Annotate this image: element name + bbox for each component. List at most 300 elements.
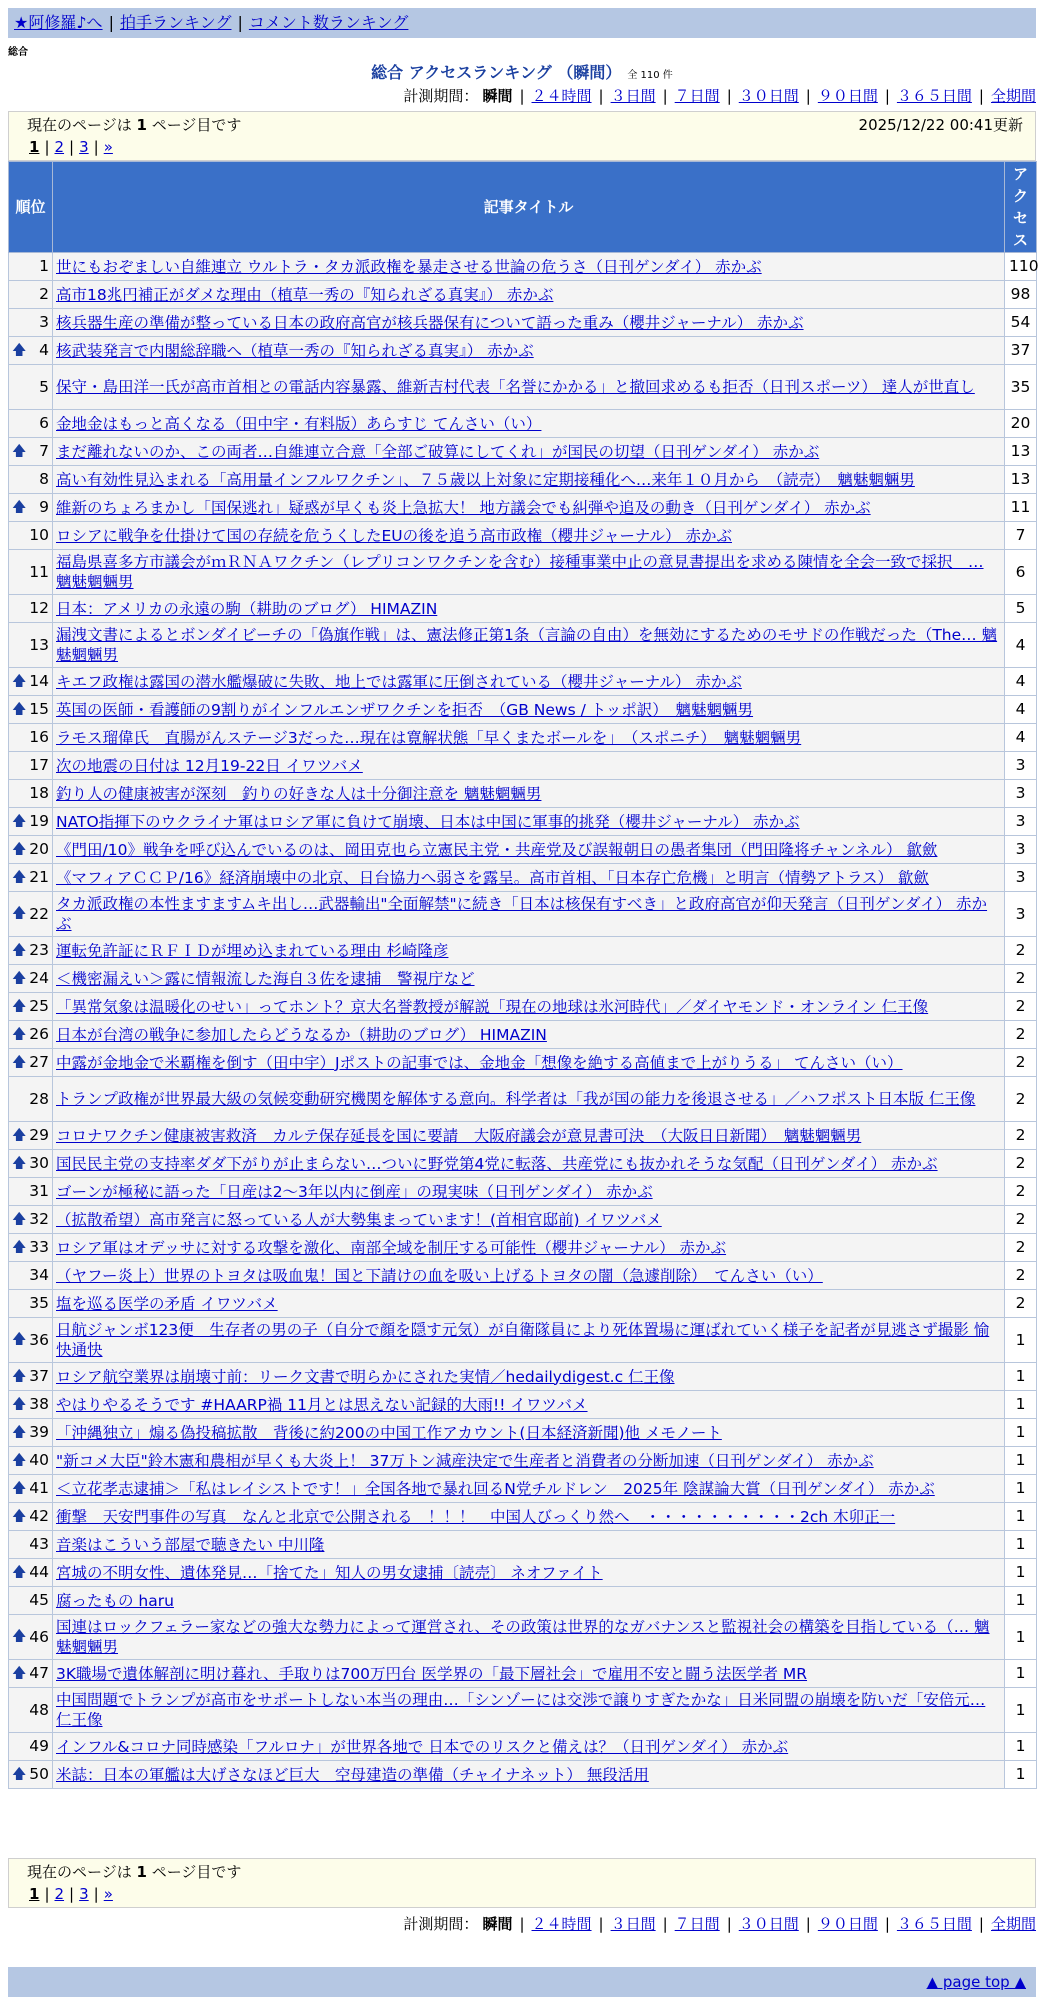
rank-number: 33 [29,1238,49,1257]
article-link[interactable]: 高市18兆円補正がダメな理由（植草一秀の『知られざる真実』） 赤かぶ [56,285,554,304]
title-cell [53,752,1005,780]
current-page-number: 1 [136,1863,147,1881]
article-link[interactable]: 米誌：日本の軍艦は大げさなほど巨大 空母建造の準備（チャイナネット） 無段活用 [56,1765,649,1784]
article-link[interactable]: （拡散希望）高市発言に怒っている人が大勢集まっています！(首相官邸前) イワツバメ [56,1210,662,1229]
rank-number: 35 [29,1294,49,1313]
access-count: 3 [1005,892,1037,937]
rank-number: 18 [29,784,49,803]
access-column-header: アクセス [1005,162,1037,253]
rank-cell [9,1234,53,1262]
rank-number: 14 [29,672,49,691]
top-navigation-bar [8,8,1036,38]
rank-cell [9,1049,53,1077]
period-label: 計測期間： [403,1915,479,1933]
title-cell [53,365,1005,410]
title-cell [53,410,1005,438]
table-row [9,309,1037,337]
period-separator: | [805,87,811,105]
article-link[interactable]: 釣り人の健康被害が深刻 釣りの好きな人は十分御注意を 魑魅魍魎男 [56,784,542,803]
article-link[interactable]: 運転免許証にＲＦＩＤが埋め込まれている理由 杉崎隆彦 [56,941,449,960]
article-link[interactable]: 英国の医師・看護師の9割りがインフルエンザワクチンを拒否 （GB News / トッポ訳） 魑魅魍魎男 [56,700,754,719]
title-cell [53,1363,1005,1391]
clap-ranking-link[interactable]: 拍手ランキング [119,13,232,32]
title-cell [53,1660,1005,1688]
page-top-link[interactable]: ▲ page top ▲ [926,1973,1026,1991]
access-count: 1 [1005,1660,1037,1688]
rank-up-arrow-icon: 🡅 [12,998,27,1015]
rank-cell [9,752,53,780]
article-link[interactable]: ラモス瑠偉氏 直腸がんステージ3だった…現在は寛解状態「早くまたボールを」 （スポニチ） 魑魅魍魎男 [56,728,802,747]
article-link[interactable]: 《マフィアＣＣＰ/16》経済崩壊中の北京、日台協力へ弱さを露呈。高市首相、「日本存亡危機」と明言（情勢アトラス） 歙歛 [56,868,929,887]
article-link[interactable]: ロシア航空業界は崩壊寸前：リーク文書で明らかにされた実情／hedailydigest.c 仁王像 [56,1367,675,1386]
access-count: 98 [1005,281,1037,309]
rank-up-arrow-icon: 🡅 [12,342,27,359]
rank-up-arrow-icon: 🡅 [12,869,27,886]
rank-number: 22 [29,904,49,923]
period-link-4[interactable]: ３０日間 [738,87,799,105]
pager-separator: | [93,138,99,156]
rank-number: 50 [29,1765,49,1784]
article-link[interactable]: 国連はロックフェラー家などの強大な勢力によって運営され、その政策は世界的なガバナンスと監視社会の構築を目指している（… 魑魅魍魎男 [56,1618,990,1656]
rank-up-arrow-icon: 🡅 [12,970,27,987]
article-link[interactable]: タカ派政権の本性ますますムキ出し…武器輸出"全面解禁"に続き「日本は核保有すべき」と政府高官が仰天発言（日刊ゲンダイ） 赤かぶ [56,895,988,933]
rank-up-arrow-icon: 🡅 [12,813,27,830]
period-separator: | [726,1915,732,1933]
rank-cell [9,1531,53,1559]
access-count: 6 [1005,550,1037,595]
title-cell [53,1178,1005,1206]
rank-number: 15 [29,700,49,719]
table-row [9,1363,1037,1391]
article-link[interactable]: ロシア軍はオデッサに対する攻撃を激化、南部全域を制圧する可能性（櫻井ジャーナル） 赤かぶ [56,1238,727,1257]
article-link[interactable]: NATO指揮下のウクライナ軍はロシア軍に負けて崩壊、日本は中国に軍事的挑発（櫻井ジャーナル） 赤かぶ [56,812,800,831]
article-link[interactable]: 宮城の不明女性、遺体発見…「捨てた」知人の男女逮捕〔読売〕 ネオファイト [56,1563,603,1582]
rank-number: 13 [29,635,49,654]
period-separator: | [978,1915,984,1933]
access-count: 4 [1005,623,1037,668]
rank-cell [9,309,53,337]
article-link[interactable]: 《門田/10》戦争を呼び込んでいるのは、岡田克也ら立憲民主党・共産党及び誤報朝日の愚者集団（門田隆将チャンネル） 歙歛 [56,840,938,859]
pager-page-3[interactable]: 3 [79,1885,89,1903]
rank-number: 1 [39,257,49,276]
footer-bar [8,1967,1036,1997]
updated-timestamp: 2025/12/22 00:41更新 [858,116,1023,134]
access-count: 1 [1005,1761,1037,1789]
period-separator: | [884,1915,890,1933]
table-row [9,668,1037,696]
rank-cell [9,1363,53,1391]
article-link[interactable]: ロシアに戦争を仕掛けて国の存続を危うくしたEUの後を追う高市政権（櫻井ジャーナル） 赤かぶ [56,526,732,545]
period-link-4[interactable]: ３０日間 [738,1915,799,1933]
pager-page-2[interactable]: 2 [54,138,65,156]
article-link[interactable]: 日本が台湾の戦争に参加したらどうなるか（耕助のブログ） HIMAZIN [56,1025,547,1044]
access-count: 2 [1005,1234,1037,1262]
access-count: 4 [1005,696,1037,724]
article-link[interactable]: 腐ったもの haru [56,1591,174,1610]
table-row [9,993,1037,1021]
rank-cell [9,780,53,808]
rank-number: 10 [29,526,49,545]
title-cell [53,1559,1005,1587]
access-count: 1 [1005,1363,1037,1391]
rank-up-arrow-icon: 🡅 [12,1396,27,1413]
rank-cell [9,1391,53,1419]
rank-number: 17 [29,756,49,775]
table-row [9,1559,1037,1587]
period-link-1[interactable]: ２４時間 [531,87,592,105]
rank-cell [9,892,53,937]
rank-number: 42 [29,1507,49,1526]
title-cell [53,522,1005,550]
title-cell [53,1290,1005,1318]
rank-cell [9,696,53,724]
article-link[interactable]: 「沖縄独立」煽る偽投稿拡散 背後に約200の中国工作アカウント(日本経済新聞)他 メモノート [56,1423,722,1442]
access-count: 1 [1005,1503,1037,1531]
access-count: 2 [1005,1150,1037,1178]
table-row [9,1262,1037,1290]
period-link-5[interactable]: ９０日間 [817,87,878,105]
title-cell [53,1447,1005,1475]
rank-number: 12 [29,599,49,618]
period-link-2[interactable]: ３日間 [610,87,656,105]
period-link-7[interactable]: 全期間 [990,1915,1036,1933]
rank-cell [9,466,53,494]
period-link-7[interactable]: 全期間 [990,87,1036,105]
rank-up-arrow-icon: 🡅 [12,673,27,690]
rank-cell [9,1150,53,1178]
rank-cell [9,1733,53,1761]
article-link[interactable]: 次の地震の日付は 12月19-22日 イワツバメ [56,756,363,775]
rank-up-arrow-icon: 🡅 [12,1766,27,1783]
access-count: 3 [1005,836,1037,864]
rank-cell [9,595,53,623]
period-link-6[interactable]: ３６５日間 [896,87,972,105]
article-link[interactable]: 世にもおぞましい自維連立 ウルトラ・タカ派政権を暴走させる世論の危うさ（日刊ゲンダイ） 赤かぶ [56,257,762,276]
rank-number: 20 [29,840,49,859]
access-count: 3 [1005,780,1037,808]
table-row [9,808,1037,836]
table-row [9,752,1037,780]
rank-cell [9,623,53,668]
article-link[interactable]: 漏洩文書によるとボンダイビーチの「偽旗作戦」は、憲法修正第1条（言論の自由）を無効にするためのモサドの作戦だった（The… 魑魅魍魎男 [56,626,998,664]
rank-up-arrow-icon: 🡅 [12,1127,27,1144]
article-link[interactable]: まだ離れないのか、この両者…自維連立合意「全部ご破算にしてくれ」が国民の切望（日刊ゲンダイ） 赤かぶ [56,442,820,461]
rank-number: 11 [29,562,49,581]
access-count: 2 [1005,1206,1037,1234]
pager-separator: | [44,138,50,156]
rank-up-arrow-icon: 🡅 [12,942,27,959]
period-separator: | [726,87,732,105]
article-link[interactable]: 衝撃 天安門事件の写真 なんと北京で公開される ！！！ 中国人びっくり然へ ・・・・・・・・・・2ch 木卯正一 [56,1507,896,1526]
title-cell [53,438,1005,466]
rank-up-arrow-icon: 🡅 [12,1155,27,1172]
table-row [9,1660,1037,1688]
table-row [9,1531,1037,1559]
rank-cell [9,1475,53,1503]
pager-next-link[interactable]: » [103,1885,113,1903]
rank-number: 32 [29,1210,49,1229]
article-link[interactable]: 福島県喜多方市議会がｍＲＮＡワクチン（レプリコンワクチンを含む）接種事業中止の意見書提出を求める陳情を全会一致で採択 … 魑魅魍魎男 [56,553,984,591]
pager-separator: | [69,138,75,156]
title-cell [53,1391,1005,1419]
rank-cell [9,864,53,892]
title-cell [53,724,1005,752]
table-row [9,696,1037,724]
table-row [9,337,1037,365]
nav-separator: | [108,13,114,32]
rank-up-arrow-icon: 🡅 [12,841,27,858]
article-link[interactable]: ＜立花孝志逮捕＞「私はレイシストです！」全国各地で暴れ回るN党チルドレン 2025年 陰謀論大賞（日刊ゲンダイ） 赤かぶ [56,1479,935,1498]
pager-top [27,136,1023,158]
rank-number: 21 [29,868,49,887]
period-separator: | [519,1915,525,1933]
article-link[interactable]: ＜機密漏えい＞露に情報流した海自３佐を逮捕 警視庁など [56,969,475,988]
rank-cell [9,937,53,965]
table-row [9,494,1037,522]
title-cell [53,696,1005,724]
rank-cell [9,1077,53,1122]
rank-cell [9,365,53,410]
period-selector-top [403,86,1036,106]
access-count: 2 [1005,1290,1037,1318]
table-row [9,1206,1037,1234]
rank-cell [9,253,53,281]
title-cell [53,993,1005,1021]
period-link-3[interactable]: ７日間 [674,1915,720,1933]
rank-number: 37 [29,1367,49,1386]
title-cell [53,965,1005,993]
article-link[interactable]: 中国問題でトランプが高市をサポートしない本当の理由…「シンゾーには交渉で譲りすぎたかな」日米同盟の崩壊を防いだ「安倍元… 仁王像 [56,1691,986,1729]
title-column-header: 記事タイトル [53,162,1005,253]
title-cell [53,1021,1005,1049]
access-count: 37 [1005,337,1037,365]
title-cell [53,892,1005,937]
table-row [9,595,1037,623]
access-count: 13 [1005,438,1037,466]
period-link-3[interactable]: ７日間 [674,87,720,105]
period-selector-bottom [403,1914,1036,1934]
article-link[interactable]: キエフ政権は露国の潜水艦爆破に失敗、地上では露軍に圧倒されている（櫻井ジャーナル） 赤かぶ [56,672,742,691]
pager-page-2[interactable]: 2 [54,1885,65,1903]
title-cell [53,595,1005,623]
period-separator: | [884,87,890,105]
article-link[interactable]: 維新のちょろまかし「国保逃れ」疑惑が早くも炎上急拡大！ 地方議会でも糾弾や追及の動き（日刊ゲンダイ） 赤かぶ [56,498,871,517]
table-row [9,724,1037,752]
rank-column-header: 順位 [9,162,53,253]
title-cell [53,1531,1005,1559]
period-link-1[interactable]: ２４時間 [531,1915,592,1933]
rank-up-arrow-icon: 🡅 [12,1331,27,1348]
article-link[interactable]: やはりやるそうです #HAARP禍 11月とは思えない記録的大雨!! イワツバメ [56,1395,588,1414]
access-count: 2 [1005,1077,1037,1122]
title-cell [53,1077,1005,1122]
title-cell [53,1318,1005,1363]
access-count: 2 [1005,1049,1037,1077]
rank-up-arrow-icon: 🡅 [12,1564,27,1581]
title-cell [53,466,1005,494]
rank-up-arrow-icon: 🡅 [12,1480,27,1497]
table-row [9,1615,1037,1660]
article-link[interactable]: 核武装発言で内閣総辞職へ（植草一秀の『知られざる真実』） 赤かぶ [56,341,534,360]
rank-number: 39 [29,1423,49,1442]
access-count: 7 [1005,522,1037,550]
title-cell [53,281,1005,309]
rank-number: 30 [29,1154,49,1173]
period-separator: | [519,87,525,105]
rank-number: 16 [29,728,49,747]
rank-cell [9,1178,53,1206]
table-row [9,550,1037,595]
article-link[interactable]: トランプ政権が世界最大級の気候変動研究機関を解体する意向。科学者は「我が国の能力を後退させる」／ハフポスト日本版 仁王像 [56,1090,976,1108]
table-row [9,1318,1037,1363]
article-link[interactable]: コロナワクチン健康被害救済 カルテ保存延長を国に要請 大阪府議会が意見書可決 （大阪日日新聞） 魑魅魍魎男 [56,1126,862,1145]
rank-up-arrow-icon: 🡅 [12,1628,27,1645]
access-count: 2 [1005,937,1037,965]
access-count: 3 [1005,864,1037,892]
rank-number: 19 [29,812,49,831]
period-separator: | [662,1915,668,1933]
access-count: 1 [1005,1733,1037,1761]
table-row [9,937,1037,965]
title-cell [53,1150,1005,1178]
article-link[interactable]: ゴーンが極秘に語った「日産は2～3年以内に倒産」の現実味（日刊ゲンダイ） 赤かぶ [56,1182,653,1201]
rank-number: 23 [29,941,49,960]
article-link[interactable]: （ヤフー炎上）世界のトヨタは吸血鬼！国と下請けの血を吸い上げるトヨタの闇（急遽削除） てんさい（い） [56,1266,823,1285]
rank-cell [9,1447,53,1475]
article-link[interactable]: 国民民主党の支持率ダダ下がりが止まらない…ついに野党第4党に転落、共産党にも抜かれそうな気配（日刊ゲンダイ） 赤かぶ [56,1154,938,1173]
category-tag: 総合 [8,47,28,58]
article-link[interactable]: 音楽はこういう部屋で聴きたい 中川隆 [56,1535,325,1554]
table-row [9,1122,1037,1150]
access-count: 3 [1005,808,1037,836]
rank-number: 26 [29,1025,49,1044]
title-cell [53,494,1005,522]
table-row [9,1761,1037,1789]
home-link[interactable]: ★阿修羅♪へ [14,13,103,32]
rank-up-arrow-icon: 🡅 [12,1211,27,1228]
table-row [9,365,1037,410]
rank-number: 49 [29,1737,49,1756]
table-row [9,410,1037,438]
rank-number: 40 [29,1451,49,1470]
period-link-5[interactable]: ９０日間 [817,1915,878,1933]
title-cell [53,1615,1005,1660]
access-count: 1 [1005,1419,1037,1447]
access-count: 1 [1005,1318,1037,1363]
ranking-table [8,161,1037,1789]
title-cell [53,253,1005,281]
rank-cell [9,494,53,522]
access-count: 110 [1005,253,1037,281]
period-separator: | [978,87,984,105]
pager-page-3[interactable]: 3 [79,138,89,156]
page-info [27,114,1023,136]
table-row [9,965,1037,993]
rank-cell [9,1206,53,1234]
rank-up-arrow-icon: 🡅 [12,1508,27,1525]
rank-number: 8 [39,470,49,489]
rank-up-arrow-icon: 🡅 [12,905,27,922]
rank-cell [9,993,53,1021]
page-info-bottom [27,1861,1023,1883]
rank-number: 7 [39,442,49,461]
article-link[interactable]: 「異常気象は温暖化のせい」ってホント？京大名誉教授が解説「現在の地球は氷河時代」／ダイヤモンド・オンライン 仁王像 [56,997,929,1016]
access-count: 1 [1005,1688,1037,1733]
article-link[interactable]: 日航ジャンボ123便 生存者の男の子（自分で顔を隠す元気）が自衛隊員により死体置場に運ばれていく様子を記者が見逃さず撮影 愉快通快 [56,1321,990,1359]
access-count: 1 [1005,1475,1037,1503]
table-row [9,1077,1037,1122]
title-cell [53,1503,1005,1531]
period-separator: | [598,87,604,105]
article-link[interactable]: インフル&コロナ同時感染「フルロナ」が世界各地で 日本でのリスクと備えは？（日刊ゲンダイ） 赤かぶ [56,1737,789,1756]
title-cell [53,1733,1005,1761]
article-link[interactable]: 高い有効性見込まれる「高用量インフルワクチン」、７５歳以上対象に定期接種化へ…来年１０月から （読売） 魑魅魍魎男 [56,470,915,489]
nav-separator: | [237,13,243,32]
page-info-prefix: 現在のページは [27,116,132,134]
rank-number: 2 [39,285,49,304]
access-count: 1 [1005,1531,1037,1559]
rank-cell [9,1503,53,1531]
rank-cell [9,1559,53,1587]
rank-number: 3 [39,313,49,332]
article-link[interactable]: 3K職場で遺体解剖に明け暮れ、手取りは700万円台 医学界の「最下層社会」で雇用不安と闘う法医学者 MR [56,1664,808,1683]
access-count: 5 [1005,595,1037,623]
comment-ranking-link[interactable]: コメント数ランキング [248,13,409,32]
current-page-number: 1 [136,116,147,134]
title-cell [53,1761,1005,1789]
rank-number: 27 [29,1053,49,1072]
article-link[interactable]: 日本：アメリカの永遠の駒（耕助のブログ） HIMAZIN [56,599,438,618]
pager-current-page: 1 [29,138,40,156]
article-link[interactable]: 塩を巡る医学の矛盾 イワツバメ [56,1294,278,1313]
rank-cell [9,1419,53,1447]
article-link[interactable]: 核兵器生産の準備が整っている日本の政府高官が核兵器保有について語った重み（櫻井ジャーナル） 赤かぶ [56,313,804,332]
article-link[interactable]: "新コメ大臣"鈴木憲和農相が早くも大炎上！ 37万トン減産決定で生産者と消費者の分断加速（日刊ゲンダイ） 赤かぶ [56,1451,874,1470]
access-count: 1 [1005,1391,1037,1419]
page-info-suffix: ページ目です [151,116,242,134]
title-cell [53,1262,1005,1290]
period-link-6[interactable]: ３６５日間 [896,1915,972,1933]
period-link-2[interactable]: ３日間 [610,1915,656,1933]
table-row [9,836,1037,864]
table-row [9,1733,1037,1761]
rank-cell [9,724,53,752]
title-cell [53,337,1005,365]
page-title [0,62,1044,84]
title-cell [53,836,1005,864]
title-cell [53,1049,1005,1077]
rank-up-arrow-icon: 🡅 [12,1368,27,1385]
article-link[interactable]: 保守・島田洋一氏が高市首相との電話内容暴露、維新吉村代表「名誉にかかる」と撤回求めるも拒否（日刊スポーツ） 達人が世直し [56,378,975,396]
page-info-box-bottom [8,1858,1036,1908]
rank-number: 45 [29,1591,49,1610]
article-link[interactable]: 中露が金地金で米覇権を倒す（田中宇）Jポストの記事では、金地金「想像を絶する高値まで上がりうる」 てんさい（い） [56,1053,903,1072]
table-row [9,864,1037,892]
rank-cell [9,522,53,550]
rank-number: 9 [39,498,49,517]
rank-number: 31 [29,1182,49,1201]
table-row [9,1447,1037,1475]
access-count: 2 [1005,993,1037,1021]
rank-number: 6 [39,414,49,433]
access-count: 1 [1005,1447,1037,1475]
rank-number: 34 [29,1266,49,1285]
period-separator: | [805,1915,811,1933]
article-link[interactable]: 金地金はもっと高くなる（田中宇・有料版）あらすじ てんさい（い） [56,414,542,433]
title-cell [53,1475,1005,1503]
pager-next-link[interactable]: » [103,138,113,156]
pager-bottom [27,1883,1023,1905]
